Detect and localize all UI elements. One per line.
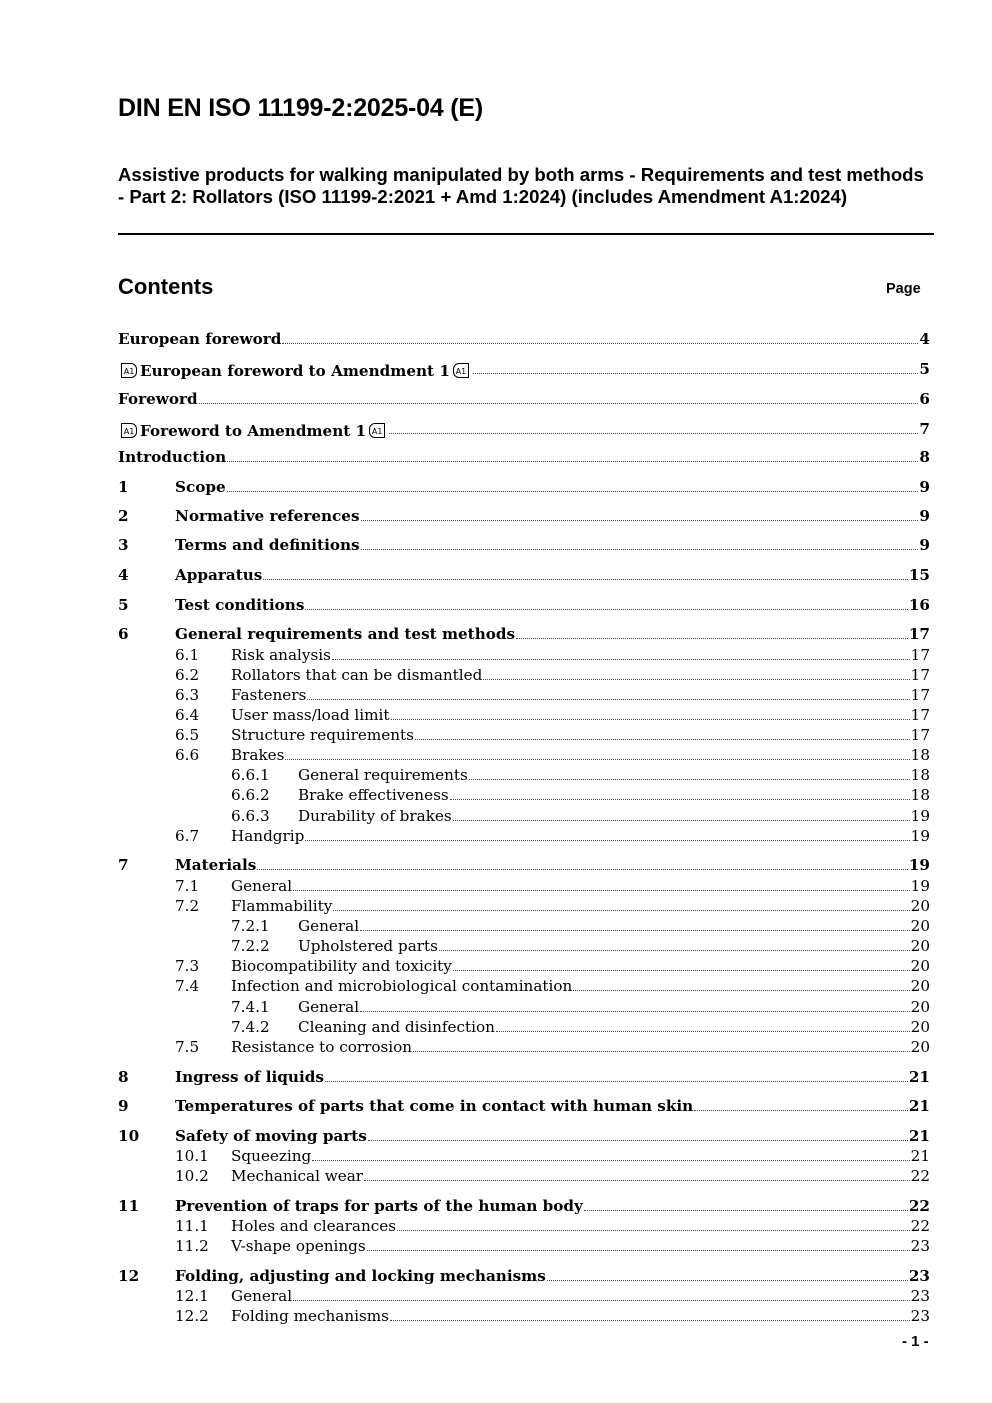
toc-entry-page: 21 <box>910 1147 930 1165</box>
dot-leader <box>450 799 910 800</box>
toc-entry-page: 23 <box>908 1267 930 1285</box>
dot-leader <box>573 990 909 991</box>
dot-leader <box>332 659 910 660</box>
toc-entry-title: Temperatures of parts that come in contact with human skin <box>175 1097 694 1115</box>
toc-entry[interactable] <box>0 1286 992 1306</box>
toc-entry-number: 6.6.1 <box>231 766 270 784</box>
toc-entry-number: 6.2 <box>175 666 200 684</box>
toc-entry[interactable] <box>0 745 992 765</box>
toc-entry-page: 7 <box>919 420 930 438</box>
dot-leader <box>285 759 909 760</box>
dot-leader <box>389 433 918 434</box>
toc-entry-page: 20 <box>910 957 930 975</box>
toc-entry[interactable] <box>0 1146 992 1166</box>
dot-leader <box>453 970 910 971</box>
toc-entry-title: Risk analysis <box>231 646 331 664</box>
toc-entry-number: 3 <box>118 536 129 554</box>
toc-entry-title: Test conditions <box>175 596 305 614</box>
toc-entry[interactable] <box>0 477 992 497</box>
toc-entry[interactable] <box>0 705 992 725</box>
toc-entry-number: 1 <box>118 478 129 496</box>
toc-entry-number: 7.2.1 <box>231 917 270 935</box>
dot-leader <box>333 910 909 911</box>
toc-entry-number: 6.6.3 <box>231 807 270 825</box>
footer-page-number: - 1 - <box>902 1333 929 1350</box>
toc-entry[interactable] <box>0 1067 992 1087</box>
toc-entry-number: 7.4.1 <box>231 998 270 1016</box>
toc-entry-page: 17 <box>910 666 930 684</box>
toc-entry-number: 12 <box>118 1267 140 1285</box>
toc-entry-page: 19 <box>910 877 930 895</box>
toc-entry-title: General requirements and test methods <box>175 625 516 643</box>
document-subtitle: Assistive products for walking manipulated by both arms - Requirements and test methods - Part 2: Rollators (ISO 11199-2:2021 + Amd 1:2024) (includes Amendment A1:2024) <box>118 164 924 207</box>
dot-leader <box>305 609 907 610</box>
toc-entry-title: European foreword <box>118 330 282 348</box>
toc-entry-number: 6 <box>118 625 129 643</box>
toc-entry-number: 10 <box>118 1127 140 1145</box>
toc-entry-page: 19 <box>910 827 930 845</box>
toc-entry[interactable] <box>0 1017 992 1037</box>
toc-entry[interactable] <box>0 1196 992 1216</box>
toc-entry-title: User mass/load limit <box>231 706 390 724</box>
toc-entry[interactable] <box>0 1126 992 1146</box>
toc-entry[interactable] <box>0 595 992 615</box>
toc-entry-title: Safety of moving parts <box>175 1127 367 1145</box>
toc-entry-title: Infection and microbiological contamination <box>231 977 573 995</box>
toc-entry-title: Resistance to corrosion <box>231 1038 413 1056</box>
toc-entry[interactable] <box>0 1306 992 1326</box>
dot-leader <box>227 491 919 492</box>
toc-entry-page: 21 <box>908 1068 930 1086</box>
toc-entry-page: 5 <box>919 360 930 378</box>
dot-leader <box>397 1230 910 1231</box>
contents-heading: Contents <box>118 274 214 299</box>
toc-entry[interactable] <box>0 826 992 846</box>
toc-entry[interactable] <box>0 997 992 1017</box>
toc-entry[interactable] <box>0 685 992 705</box>
dot-leader <box>361 520 919 521</box>
toc-entry-number: 6.3 <box>175 686 200 704</box>
toc-entry[interactable] <box>0 725 992 745</box>
toc-entry[interactable] <box>0 645 992 665</box>
toc-entry-title: Structure requirements <box>231 726 414 744</box>
dot-leader <box>694 1110 908 1111</box>
toc-entry-title: Durability of brakes <box>298 807 452 825</box>
toc-entry-title: Squeezing <box>231 1147 312 1165</box>
toc-entry-number: 6.7 <box>175 827 200 845</box>
dot-leader <box>584 1210 908 1211</box>
toc-entry-number: 10.2 <box>175 1167 209 1185</box>
dot-leader <box>367 1250 910 1251</box>
toc-entry-page: 17 <box>910 646 930 664</box>
dot-leader <box>496 1031 910 1032</box>
dot-leader <box>390 1320 910 1321</box>
toc-entry-page: 23 <box>910 1307 930 1325</box>
dot-leader <box>547 1280 908 1281</box>
dot-leader <box>391 719 910 720</box>
toc-entry-page: 21 <box>908 1127 930 1145</box>
toc-entry-title: Upholstered parts <box>298 937 438 955</box>
toc-entry-page: 23 <box>910 1287 930 1305</box>
dot-leader <box>360 1011 910 1012</box>
toc-entry-page: 20 <box>910 937 930 955</box>
toc-entry-page: 18 <box>910 786 930 804</box>
toc-entry-page: 17 <box>908 625 930 643</box>
page-column-label: Page <box>886 281 921 297</box>
toc-entry-title: General <box>298 998 360 1016</box>
toc-entry-number: 7.4.2 <box>231 1018 270 1036</box>
toc-entry[interactable] <box>0 665 992 685</box>
dot-leader <box>312 1160 909 1161</box>
toc-entry-number: 11.2 <box>175 1237 209 1255</box>
toc-entry-page: 17 <box>910 706 930 724</box>
toc-entry-page: 17 <box>910 686 930 704</box>
title-rule <box>118 233 934 235</box>
toc-entry-number: 11.1 <box>175 1217 209 1235</box>
amendment-end-icon: A1 <box>453 363 469 378</box>
toc-entry-page: 17 <box>910 726 930 744</box>
toc-entry-page: 19 <box>910 807 930 825</box>
dot-leader <box>415 739 910 740</box>
toc-entry-page: 20 <box>910 998 930 1016</box>
dot-leader <box>325 1081 908 1082</box>
dot-leader <box>453 820 910 821</box>
toc-entry[interactable] <box>0 765 992 785</box>
toc-entry-page: 20 <box>910 977 930 995</box>
dot-leader <box>469 779 910 780</box>
toc-entry-page: 9 <box>919 478 930 496</box>
toc-entry-title: V-shape openings <box>231 1237 366 1255</box>
toc-entry[interactable] <box>0 447 992 467</box>
toc-entry[interactable] <box>0 876 992 896</box>
toc-entry-title: General <box>231 877 293 895</box>
dot-leader <box>293 1300 910 1301</box>
toc-entry-title: Ingress of liquids <box>175 1068 324 1086</box>
toc-entry-title: Apparatus <box>175 566 263 584</box>
toc-entry[interactable] <box>0 956 992 976</box>
toc-entry-number: 7.2 <box>175 897 200 915</box>
dot-leader <box>360 930 910 931</box>
toc-entry[interactable] <box>0 389 992 409</box>
toc-entry[interactable] <box>0 506 992 526</box>
toc-entry-number: 9 <box>118 1097 129 1115</box>
dot-leader <box>368 1140 908 1141</box>
toc-entry-title: Fasteners <box>231 686 307 704</box>
dot-leader <box>282 343 918 344</box>
toc-entry-title: Brake effectiveness <box>298 786 449 804</box>
toc-entry-title: Normative references <box>175 507 360 525</box>
toc-entry[interactable] <box>0 806 992 826</box>
toc-entry-title: Folding mechanisms <box>231 1307 389 1325</box>
toc-entry-page: 8 <box>919 448 930 466</box>
toc-entry[interactable] <box>0 565 992 585</box>
toc-entry-page: 18 <box>910 766 930 784</box>
toc-entry[interactable] <box>0 936 992 956</box>
document-title: DIN EN ISO 11199-2:2025-04 (E) <box>118 94 484 122</box>
toc-entry-page: 22 <box>908 1197 930 1215</box>
toc-entry[interactable] <box>0 329 992 349</box>
toc-entry-title: Biocompatibility and toxicity <box>231 957 452 975</box>
toc-entry[interactable] <box>0 419 992 439</box>
toc-entry-page: 9 <box>919 536 930 554</box>
toc-entry[interactable] <box>0 916 992 936</box>
dot-leader <box>307 699 909 700</box>
toc-entry-number: 12.1 <box>175 1287 209 1305</box>
dot-leader <box>483 679 909 680</box>
toc-entry-number: 7 <box>118 856 129 874</box>
toc-entry-title: Handgrip <box>231 827 305 845</box>
toc-entry-number: 6.4 <box>175 706 200 724</box>
toc-entry[interactable] <box>0 1096 992 1116</box>
dot-leader <box>439 950 910 951</box>
toc-entry-page: 20 <box>910 1018 930 1036</box>
toc-entry-number: 2 <box>118 507 129 525</box>
toc-entry-title: Introduction <box>118 448 227 466</box>
toc-entry-title: Terms and definitions <box>175 536 360 554</box>
toc-entry-page: 15 <box>908 566 930 584</box>
toc-entry-title: Foreword to Amendment 1 <box>140 421 367 440</box>
dot-leader <box>413 1051 910 1052</box>
dot-leader <box>305 840 909 841</box>
toc-entry-number: 7.2.2 <box>231 937 270 955</box>
amendment-start-icon: A1 <box>121 423 137 438</box>
toc-entry[interactable] <box>0 535 992 555</box>
dot-leader <box>361 549 919 550</box>
toc-entry-number: 7.1 <box>175 877 200 895</box>
toc-entry-page: 20 <box>910 917 930 935</box>
toc-entry-page: 20 <box>910 1038 930 1056</box>
amendment-end-icon: A1 <box>369 423 385 438</box>
toc-entry-number: 4 <box>118 566 129 584</box>
toc-entry-number: 6.6 <box>175 746 200 764</box>
toc-entry-page: 9 <box>919 507 930 525</box>
toc-entry[interactable] <box>0 1216 992 1236</box>
toc-entry-number: 6.1 <box>175 646 200 664</box>
dot-leader <box>364 1180 910 1181</box>
toc-entry[interactable] <box>0 1266 992 1286</box>
toc-entry-title: Flammability <box>231 897 333 915</box>
toc-entry-title: Scope <box>175 478 226 496</box>
dot-leader <box>516 638 908 639</box>
toc-entry-title: General <box>298 917 360 935</box>
dot-leader <box>293 890 910 891</box>
toc-entry-page: 16 <box>908 596 930 614</box>
toc-entry-title: Foreword <box>118 390 198 408</box>
toc-entry-number: 10.1 <box>175 1147 209 1165</box>
toc-entry-number: 7.4 <box>175 977 200 995</box>
toc-entry-number: 7.3 <box>175 957 200 975</box>
toc-entry-page: 21 <box>908 1097 930 1115</box>
amendment-start-icon: A1 <box>121 363 137 378</box>
toc-entry-title: Holes and clearances <box>231 1217 397 1235</box>
toc-entry-page: 19 <box>908 856 930 874</box>
toc-entry-page: 20 <box>910 897 930 915</box>
toc-entry-page: 23 <box>910 1237 930 1255</box>
toc-entry-title: European foreword to Amendment 1 <box>140 361 450 380</box>
toc-entry-number: 5 <box>118 596 129 614</box>
toc-entry-title: Prevention of traps for parts of the human body <box>175 1197 583 1215</box>
dot-leader <box>473 373 919 374</box>
toc-entry-page: 18 <box>910 746 930 764</box>
dot-leader <box>199 403 919 404</box>
dot-leader <box>227 461 918 462</box>
toc-entry-title: Folding, adjusting and locking mechanisms <box>175 1267 546 1285</box>
toc-entry[interactable] <box>0 359 992 379</box>
toc-entry[interactable] <box>0 1166 992 1186</box>
toc-entry-number: 6.5 <box>175 726 200 744</box>
toc-entry-number: 11 <box>118 1197 140 1215</box>
toc-entry[interactable] <box>0 1236 992 1256</box>
toc-entry-number: 6.6.2 <box>231 786 270 804</box>
toc-entry-page: 22 <box>910 1217 930 1235</box>
toc-entry-title: Materials <box>175 856 257 874</box>
toc-entry[interactable] <box>0 896 992 916</box>
toc-entry-title: General <box>231 1287 293 1305</box>
toc-entry[interactable] <box>0 855 992 875</box>
toc-entry-title: General requirements <box>298 766 468 784</box>
dot-leader <box>263 579 908 580</box>
toc-entry-title: Mechanical wear <box>231 1167 364 1185</box>
toc-entry[interactable] <box>0 1037 992 1057</box>
toc-entry-number: 7.5 <box>175 1038 200 1056</box>
toc-entry[interactable] <box>0 976 992 996</box>
toc-entry-page: 4 <box>919 330 930 348</box>
toc-entry-title: Cleaning and disinfection <box>298 1018 495 1036</box>
toc-entry-number: 8 <box>118 1068 129 1086</box>
toc-entry-page: 6 <box>919 390 930 408</box>
dot-leader <box>257 869 908 870</box>
toc-entry-page: 22 <box>910 1167 930 1185</box>
toc-entry[interactable] <box>0 624 992 644</box>
toc-entry-title: Rollators that can be dismantled <box>231 666 483 684</box>
toc-entry-number: 12.2 <box>175 1307 209 1325</box>
toc-entry[interactable] <box>0 785 992 805</box>
toc-entry-title: Brakes <box>231 746 285 764</box>
